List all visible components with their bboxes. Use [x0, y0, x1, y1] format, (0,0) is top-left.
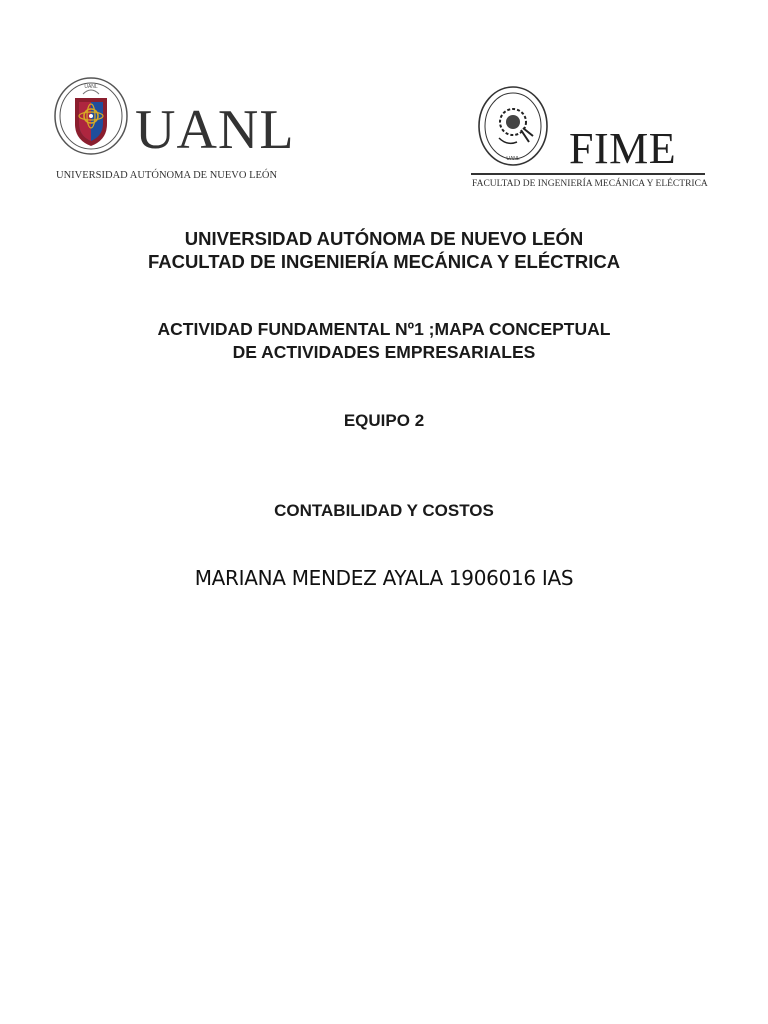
university-name: UNIVERSIDAD AUTÓNOMA DE NUEVO LEÓN [184, 228, 584, 249]
faculty-name: FACULTAD DE INGENIERÍA MECÁNICA Y ELÉCTRICA [147, 251, 621, 272]
institution-heading [0, 227, 768, 273]
activity-title-line-1: ACTIVIDAD FUNDAMENTAL Nº1 ;MAPA CONCEPTUAL [157, 319, 611, 339]
uanl-wordmark: UANL [135, 99, 295, 161]
uanl-seal-icon [53, 76, 129, 160]
uanl-subtitle: UNIVERSIDAD AUTÓNOMA DE NUEVO LEÓN [56, 170, 278, 181]
activity-title [0, 318, 768, 364]
svg-text:UANL: UANL [506, 156, 520, 162]
fime-subtitle: FACULTAD DE INGENIERÍA MECÁNICA Y ELÉCTRICA [472, 179, 708, 189]
svg-text:UANL: UANL [84, 84, 98, 90]
student-name: MARIANA MENDEZ AYALA 1906016 IAS [194, 566, 574, 590]
fime-seal-icon [477, 86, 549, 168]
course-name: CONTABILIDAD Y COSTOS [274, 501, 494, 520]
fime-divider [471, 173, 705, 175]
team-label: EQUIPO 2 [343, 411, 425, 430]
fime-wordmark: FIME [569, 124, 677, 173]
activity-title-line-2: DE ACTIVIDADES EMPRESARIALES [232, 342, 536, 362]
